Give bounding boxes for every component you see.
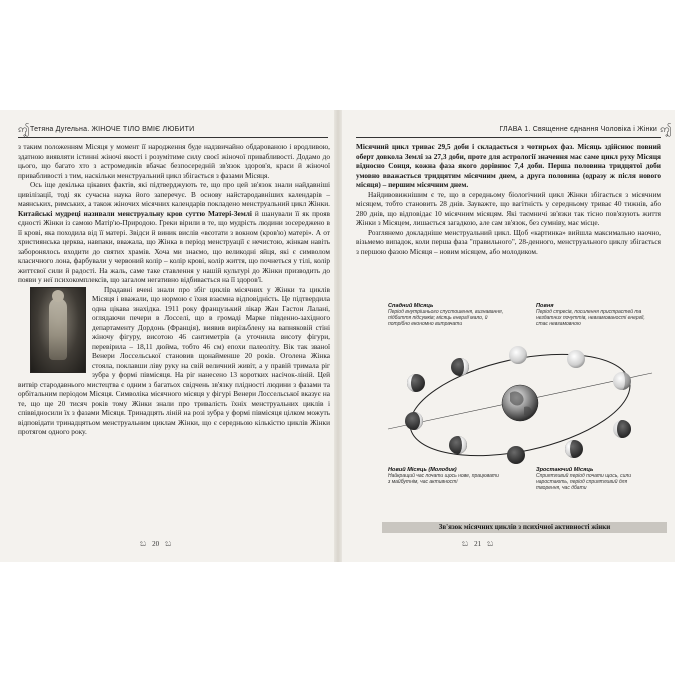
left-running-head: Тетяна Дугельна. ЖІНОЧЕ ТІЛО ВМІЄ ЛЮБИТИ xyxy=(30,126,195,133)
right-body-text xyxy=(356,142,661,256)
page-number: 20 xyxy=(152,539,160,548)
left-folio xyxy=(140,538,171,549)
moon-phase-icon xyxy=(567,350,585,368)
paragraph: Прадавні вчені знали про збіг циклів місячних у Жінки та циклів Місяця і вважали, що нормою є їхня взаємна відповідність. Це підтвердила одна цікава знахідка. 1911 року французький лікар Жан Гастон Лалані, оглядаючи печери в Лосселі, що в громаді Марке південно-західного департаменту Дордонь (Франція), виявив вирізьблену на вапняковій стіні жіночу фігуру, висотою 46 сантиметрів (а уточнила висоту фігури, перевірила – 18,11 дюйма, тобто 46 см) епохи палеоліту. Вік так званої Венери Лоссельської становив щонайменше 20 років. Оголена Жінка стояла, поклавши ліву руку на свій величний живіт, а у правій тримала ріг зубра у формі півмісяця. На ріг нанесено 13 коротких насічок-ліній. Цей витвір стародавнього мистецтва є одним з багатьох свідчень зв'язку плідності людини з фазами та орбітальним періодом Місяця. Символіка місячного місяця у фігурі Венери Лоссельської вказує на те, що ще 20 тисяч років тому Жінки знали про тривалість їхніх менструальних циклів і співвідносили їх з фазами Місяця. Тринадцять ліній на розі зубра у формі півмісяця цілком можуть відповідати тринадцятьом менструальним циклам Жінки, що є середньою кількістю циклів Жінки протягом одного року. xyxy=(18,284,330,436)
paragraph: Розглянемо докладніше менструальний цикл. Щоб «картинка» вийшла максимально наочно, візьмемо випадок, коли перша фаза "правильного", 28-денного, менструального циклу збігається з першою фазою Місяця – новим місяцем, або молодиком. xyxy=(356,227,661,256)
moon-phase-icon xyxy=(565,440,583,458)
paragraph xyxy=(18,180,330,285)
waning-text: Період внутрішнього спустошення, визнавання, підбиття підсумків; місяць енергії мало, й потрібно економно витрачати xyxy=(388,309,504,327)
left-page xyxy=(0,110,334,562)
paragraph-part: й шанували її як прояв єдності Жінки із самою Матір'ю-Природою. Греки вірили в те, що мудрість людини зосереджено в її крові, яка походила від її матері. Звідси й виник вислів «вєотати з вокном (кров'ю) матері». А от християнська церква, навпаки, вважала, що Жінка в період менструації є нечистою, жінкам навіть заборонялось входити до святих храмів. Хоча ми знаємо, що великодні яйця, які є символом класичного лона, фарбували у червоний колір – колір крові, колір життя, що почнеться у тілі, колір життєвої сили й радості. На жаль, саме таке ставлення у нашій культурі до Жінки призводить до появи у неї психокомплексів, що загалом негативно відбивається на її здоров'ї. xyxy=(18,208,330,284)
right-page xyxy=(342,110,675,562)
orbit-illustration xyxy=(386,333,654,473)
bold-phrase: Китайські мудреці називали менструальну кров суттю Матері-Землі xyxy=(18,208,252,218)
moon-phase-icon xyxy=(449,436,467,454)
paragraph-part: Ось іще декілька цікавих фактів, які підтверджують те, що про цей зв'язок знали найдавніші цивілізації, тоді як сучасна наука його заперечує. В основу найстародавніших календарів – маянських, римських, а також жіночих місячних календарів покладено менструальний цикл Жінки. xyxy=(18,180,330,208)
page-number: 21 xyxy=(474,539,482,548)
swirl-ornament-icon: ꩵ xyxy=(18,124,29,135)
paragraph: Найдивовижнішим є те, що в середньому біологічний цикл Жінки збігається з місячним місяцем, тобто становить 28 днів. Зауважте, що вагітність у середньому триває 40 тижнів, або 280 днів, що відповідає 10 місячним місяцям. Які таємничі зв'язки так тісно пов'язують життя Жінки з Місяцем, лишається загадкою, але сам зв'язок, без сумніву, має місце. xyxy=(356,189,661,227)
left-body-text xyxy=(18,142,330,437)
waxing-text: Сприятливий період почати щось, сили наростають, період сприятливий для творення, час дбати xyxy=(536,473,632,491)
full-title: Повня xyxy=(536,303,554,309)
moon-phase-icon xyxy=(509,346,527,364)
waning-title: Спадний Місяць xyxy=(388,303,434,309)
new-moon-text: Найкращий час почати щось нове, працювати з майбутнім, час активності xyxy=(388,473,499,485)
header-rule xyxy=(18,137,328,138)
bold-lead: Місячний цикл триває 29,5 доби і складається з чотирьох фаз. Місяць здійснює повний оберт довкола Землі за 27,3 доби, проте для астрології значення має саме цикл руху Місяця відносно Сонця, кожна фаза якого дорівнює 7,4 доби. Перша половина тридцятої доби умовно вважається тридцятим місячним днем, а друга половина (одразу ж після нового місяця) – першим місячним днем. xyxy=(356,142,661,189)
moon-cycle-diagram xyxy=(386,303,654,518)
header-rule xyxy=(356,137,661,138)
venus-figure-image xyxy=(30,287,86,373)
moon-phase-icon xyxy=(613,420,631,438)
bicycle-ornament-icon: ಬ xyxy=(165,538,172,548)
waxing-title: Зростаючий Місяць xyxy=(536,467,594,473)
book-gutter xyxy=(334,110,342,562)
swirl-ornament-icon: ꩵ xyxy=(660,124,671,135)
bicycle-ornament-icon: ಬ xyxy=(462,538,469,548)
bicycle-ornament-icon: ಬ xyxy=(487,538,494,548)
right-running-head: ГЛАВА 1. Священне єднання Чоловіка і Жінки xyxy=(499,126,657,133)
new-moon-title: Новий Місяць (Молодик) xyxy=(388,467,457,473)
full-annotation xyxy=(536,303,648,327)
waning-annotation xyxy=(388,303,506,327)
moon-phase-icon xyxy=(407,374,425,392)
figure-caption: Зв'язок місячних циклів з психічної активності жінки xyxy=(382,522,667,533)
moon-phase-icon xyxy=(451,358,469,376)
moon-phase-icon xyxy=(613,372,631,390)
moon-phase-icon xyxy=(507,446,525,464)
paragraph: з таким положенням Місяця у момент її народження буде надзвичайно обдарованою і вродливою, здатною виявляти істинні жіночі якості і розумітиме силу своєї жіночої привабливості. Додамо до цього, що багато хто з астромедиків вбачає безпосередній зв'язок здоров'я, краси й жіночої привабливості з тим, наскільки менструальний цикл збігається з фазами Місяця. xyxy=(18,142,330,180)
right-folio xyxy=(462,538,493,549)
bicycle-ornament-icon: ಬ xyxy=(140,538,147,548)
moon-phase-icon xyxy=(405,412,423,430)
full-text: Період стресів, посилення пристрастей та нездатних почуттів, невгамованості енергії, стає невгамовною xyxy=(536,309,645,327)
paragraph xyxy=(356,142,661,190)
